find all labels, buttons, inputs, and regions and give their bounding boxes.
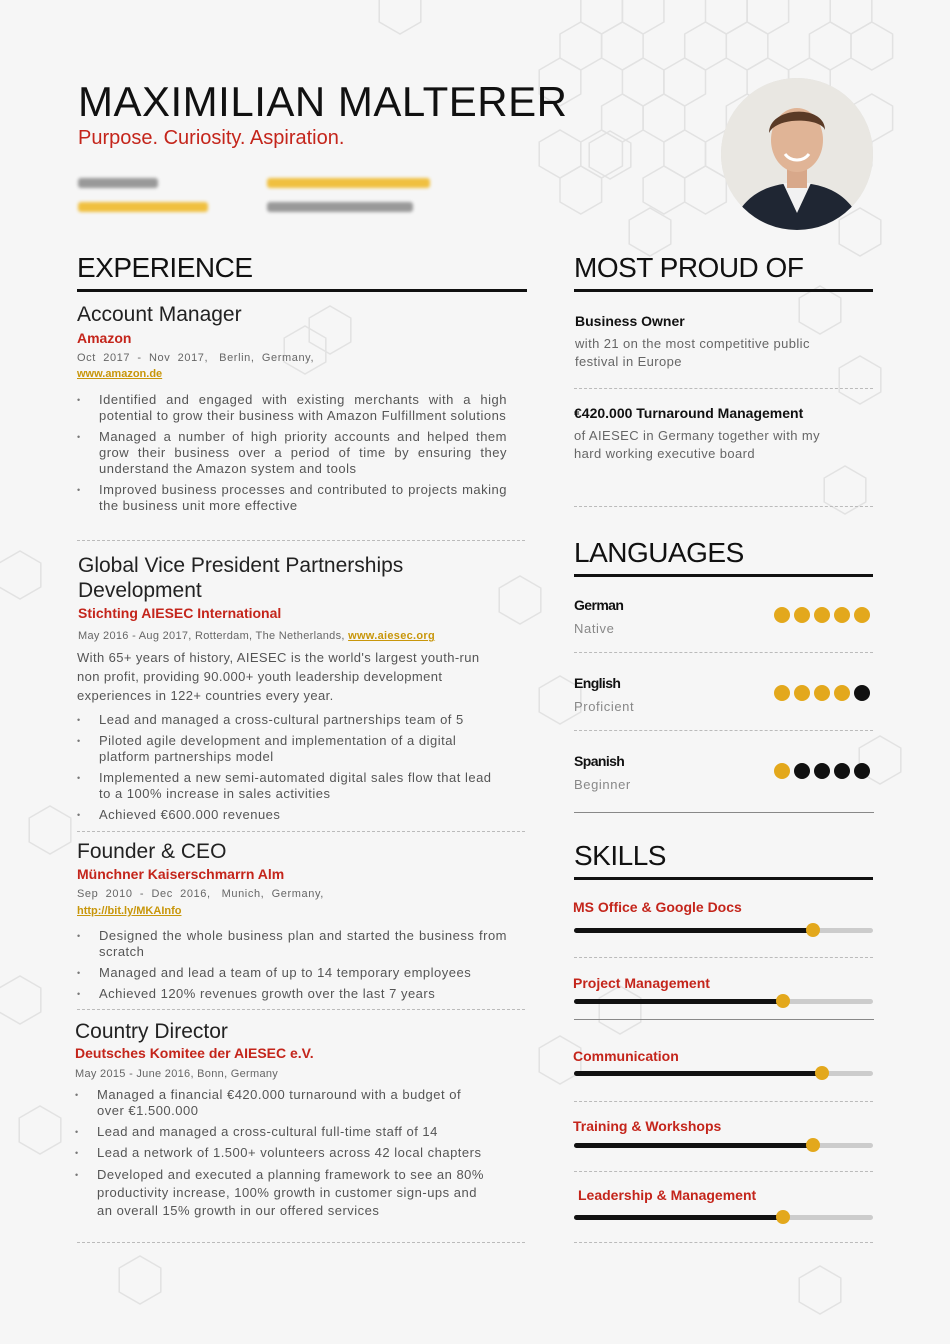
hexagon-shape <box>602 94 644 142</box>
language-rating <box>774 607 870 623</box>
proud-item-title: Business Owner <box>575 313 685 329</box>
hexagon-shape <box>664 58 706 106</box>
proud-item-title: €420.000 Turnaround Management <box>574 405 804 421</box>
hexagon-shape <box>589 131 631 179</box>
skill-bar-fill <box>574 1071 822 1076</box>
skill-bar-fill <box>574 999 783 1004</box>
job-meta: May 2015 - June 2016, Bonn, Germany <box>75 1068 279 1080</box>
skills-heading: SKILLS <box>574 840 666 871</box>
language-rating <box>774 685 870 701</box>
job-company: Stichting AIESEC International <box>78 605 282 621</box>
job-title: Global Vice President Partnerships Development <box>78 554 404 602</box>
proud-rule <box>574 289 873 292</box>
rating-dot <box>834 607 850 623</box>
skill-name: Leadership & Management <box>578 1187 757 1203</box>
hexagon-shape <box>499 576 541 624</box>
hexagon-shape <box>560 166 602 214</box>
job-link[interactable]: www.aiesec.org <box>348 630 436 642</box>
hexagon-shape <box>0 551 41 599</box>
hexagon-shape <box>706 0 748 34</box>
proud-divider <box>574 506 873 507</box>
redacted-website <box>78 202 208 212</box>
redacted-address <box>267 202 413 212</box>
experience-rule <box>77 289 527 292</box>
experience-heading: EXPERIENCE <box>77 252 253 283</box>
job-bullet: • Lead a network of 1.500+ volunteers across 42 local chapters <box>75 1145 485 1161</box>
skill-name: MS Office & Google Docs <box>573 899 742 915</box>
hexagon-shape <box>629 208 671 256</box>
rating-dot <box>834 763 850 779</box>
hexagon-shape <box>19 1106 61 1154</box>
skill-bar <box>574 1143 873 1148</box>
proud-divider <box>574 388 873 389</box>
proud-item-description: of AIESEC in Germany together with my hard working executive board <box>574 428 821 461</box>
job-title: Country Director <box>75 1020 228 1043</box>
hexagon-shape <box>284 326 326 374</box>
job-divider <box>77 831 525 832</box>
job-bullets <box>77 712 507 828</box>
skill-bar <box>574 1215 873 1220</box>
job-bullet: • Lead and managed a cross-cultural partnerships team of 5 <box>77 712 507 728</box>
hexagon-shape <box>747 0 789 34</box>
proud-heading: MOST PROUD OF <box>574 252 804 283</box>
hexagon-shape <box>539 130 581 178</box>
language-divider <box>574 730 873 731</box>
language-divider <box>574 812 874 813</box>
portrait-image <box>721 78 873 230</box>
skill-name: Training & Workshops <box>573 1118 722 1134</box>
hexagon-shape <box>643 94 685 142</box>
language-divider <box>574 652 873 653</box>
job-bullet: • Developed and executed a planning framework to see an 80% productivity increase, 100% growth in customer sign-ups and an overall 15% growth in our offered services <box>75 1166 485 1220</box>
rating-dot <box>794 685 810 701</box>
hexagon-shape <box>685 166 727 214</box>
redacted-email <box>267 178 430 188</box>
hexagon-shape <box>379 0 421 34</box>
job-title: Founder & CEO <box>77 840 227 863</box>
hexagon-shape <box>622 58 664 106</box>
proud-item-description: with 21 on the most competitive public festival in Europe <box>575 336 810 369</box>
hexagon-shape <box>851 22 893 70</box>
hexagon-shape <box>0 976 41 1024</box>
redacted-phone <box>78 178 158 188</box>
language-name: German <box>574 597 624 613</box>
hexagon-shape <box>839 356 881 404</box>
hexagon-shape <box>29 806 71 854</box>
skill-divider <box>574 1171 873 1172</box>
job-title: Account Manager <box>77 303 242 326</box>
rating-dot <box>774 607 790 623</box>
job-link[interactable]: http://bit.ly/MKAInfo <box>77 905 182 917</box>
skill-name: Communication <box>573 1048 679 1064</box>
hexagon-shape <box>830 0 872 34</box>
hexagon-shape <box>581 130 623 178</box>
skill-divider <box>574 957 873 958</box>
job-divider <box>77 1009 525 1010</box>
hexagon-shape <box>685 22 727 70</box>
job-bullet: • Piloted agile development and implementation of a digital platform partnerships model <box>77 733 507 765</box>
job-bullets <box>77 392 507 519</box>
skill-divider <box>574 1101 873 1102</box>
hexagon-shape <box>726 22 768 70</box>
job-bullet: • Identified and engaged with existing merchants with a high potential to grow their business with Amazon Fulfillment solutions <box>77 392 507 424</box>
job-bullet: • Achieved 120% revenues growth over the last 7 years <box>77 986 507 1002</box>
rating-dot <box>834 685 850 701</box>
hexagon-shape <box>799 1266 841 1314</box>
rating-dot <box>774 763 790 779</box>
hexagon-shape <box>622 0 664 34</box>
candidate-name: MAXIMILIAN MALTERER <box>78 78 568 125</box>
job-company: Deutsches Komitee der AIESEC e.V. <box>75 1045 314 1061</box>
tagline: Purpose. Curiosity. Aspiration. <box>78 127 345 149</box>
languages-rule <box>574 574 873 577</box>
profile-photo <box>721 78 873 230</box>
job-bullet: • Lead and managed a cross-cultural full-time staff of 14 <box>75 1124 485 1140</box>
hexagon-shape <box>602 22 644 70</box>
job-divider <box>77 1242 525 1243</box>
skills-rule <box>574 877 873 880</box>
job-bullet: • Achieved €600.000 revenues <box>77 807 507 823</box>
job-bullet: • Managed a number of high priority accounts and helped them grow their business over a period of time by ensuring they understand the Amazon system and tools <box>77 429 507 477</box>
job-meta-text: May 2016 - Aug 2017, Rotterdam, The Netherlands, <box>78 630 345 642</box>
skill-bar <box>574 928 873 933</box>
rating-dot <box>854 763 870 779</box>
hexagon-shape <box>119 1256 161 1304</box>
hexagon-shape <box>309 306 351 354</box>
hexagon-shape <box>560 22 602 70</box>
skill-bar <box>574 999 873 1004</box>
job-meta: Sep 2010 - Dec 2016, Munich, Germany, <box>77 888 324 900</box>
job-bullet: • Managed and lead a team of up to 14 temporary employees <box>77 965 507 981</box>
skill-bar-fill <box>574 928 813 933</box>
job-divider <box>77 540 525 541</box>
rating-dot <box>794 607 810 623</box>
job-description: With 65+ years of history, AIESEC is the world's largest youth-run non profit, providing 90.000+ youth leadership development experiences in 122+ countries every year. <box>77 650 480 703</box>
rating-dot <box>774 685 790 701</box>
rating-dot <box>814 763 830 779</box>
language-level: Beginner <box>574 777 631 792</box>
rating-dot <box>854 607 870 623</box>
languages-heading: LANGUAGES <box>574 537 744 568</box>
job-bullet: • Improved business processes and contributed to projects making the business unit more effective <box>77 482 507 514</box>
hexagon-shape <box>839 208 881 256</box>
job-bullets <box>77 928 507 1007</box>
hexagon-shape <box>599 986 641 1034</box>
skill-bar-fill <box>574 1143 813 1148</box>
rating-dot <box>814 607 830 623</box>
job-bullet: • Designed the whole business plan and started the business from scratch <box>77 928 507 960</box>
skill-bar <box>574 1071 873 1076</box>
job-meta: Oct 2017 - Nov 2017, Berlin, Germany, <box>77 352 315 364</box>
hexagon-shape <box>643 166 685 214</box>
skill-bar-fill <box>574 1215 783 1220</box>
hexagon-shape <box>809 22 851 70</box>
job-bullet: • Implemented a new semi-automated digital sales flow that lead to a 100% increase in sales activities <box>77 770 507 802</box>
hexagon-shape <box>664 130 706 178</box>
skill-divider <box>574 1242 873 1243</box>
job-company: Münchner Kaiserschmarrn Alm <box>77 866 285 882</box>
job-link[interactable]: www.amazon.de <box>77 368 163 380</box>
job-bullet: • Managed a financial €420.000 turnaround with a budget of over €1.500.000 <box>75 1087 485 1119</box>
job-company: Amazon <box>77 330 132 346</box>
skill-name: Project Management <box>573 975 710 991</box>
language-name: Spanish <box>574 753 625 769</box>
job-bullets <box>75 1087 485 1225</box>
skill-divider <box>574 1019 874 1020</box>
rating-dot <box>794 763 810 779</box>
job-meta <box>78 630 435 642</box>
language-level: Native <box>574 621 615 636</box>
language-name: English <box>574 675 621 691</box>
rating-dot <box>854 685 870 701</box>
language-level: Proficient <box>574 699 635 714</box>
hexagon-shape <box>581 0 623 34</box>
hexagon-shape <box>799 286 841 334</box>
rating-dot <box>814 685 830 701</box>
language-rating <box>774 763 870 779</box>
